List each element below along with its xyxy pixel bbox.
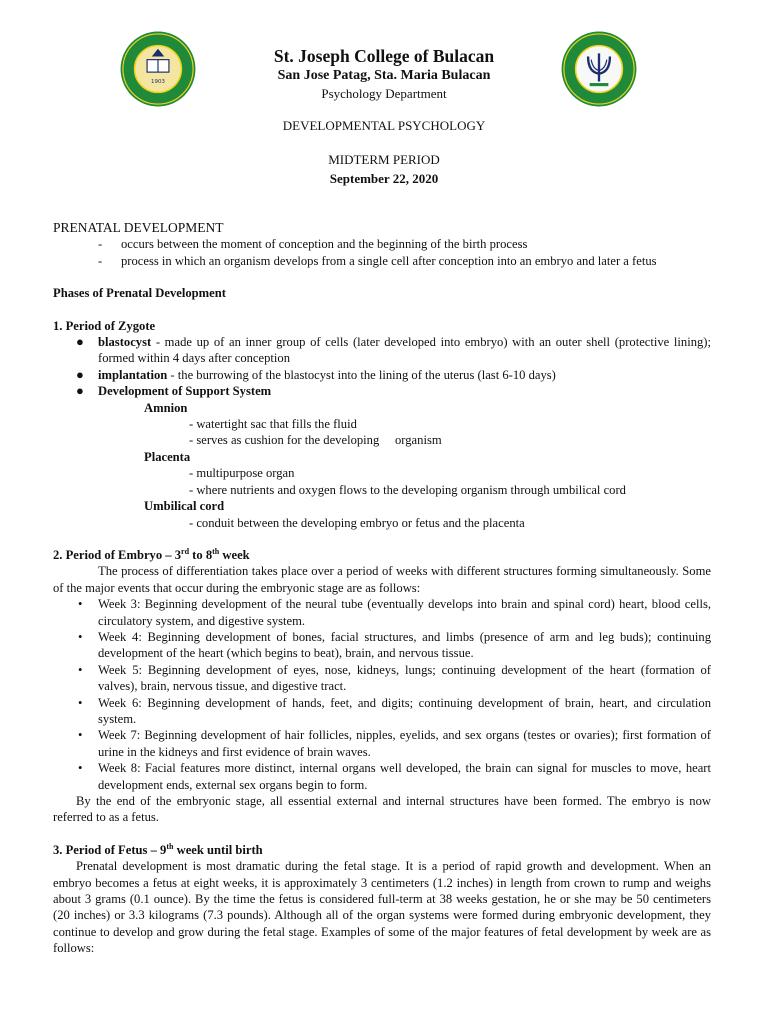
list-item: • Week 5: Beginning development of eyes, nose, kidneys, lungs; continuing development of the heart (formation of valves), brain, nervous tissue, and digestive tract.: [78, 662, 711, 694]
prenatal-heading: PRENATAL DEVELOPMENT: [53, 220, 224, 235]
amnion-desc: - watertight sac that fills the fluid: [189, 417, 357, 432]
cord-label: Umbilical cord: [144, 499, 225, 514]
list-item: ● Development of Support System: [76, 383, 272, 399]
embryo-closing: By the end of the embryonic stage, all essential external and internal structures have been formed. The embryo is now referred to as a fetus.: [53, 794, 711, 825]
seal-year: 1903: [151, 79, 165, 86]
subject-title: DEVELOPMENTAL PSYCHOLOGY: [282, 118, 486, 133]
period-title: MIDTERM PERIOD: [328, 152, 440, 167]
list-item: ● blastocyst - made up of an inner group of cells (later developed into embryo) with an outer shell (protective lining); formed within 4 days after conception: [76, 334, 711, 366]
zygote-heading: 1. Period of Zygote: [53, 318, 156, 333]
amnion-label: Amnion: [144, 400, 188, 415]
fetus-text: Prenatal development is most dramatic during the fetal stage. It is a period of rapid growth and development. When an embryo becomes a fetus at eight weeks, it is approximately 3 centimeters (1.2 inches) in length from crown to rump and weighs about 3 grams (0.1 ounce). By the time the fetus is considered full-term at 38 weeks gestation, he or she may be 50 centimeters (20 inches) or 3.3 kilograms (7.3 pounds). Although all of the organ systems were formed during embryonic development, they continue to develop and grow during the fetal stage. Examples of some of the major features of fetal development by week are as follows:: [53, 859, 711, 956]
school-address: San Jose Patag, Sta. Maria Bulacan: [277, 68, 491, 83]
amnion-desc: - serves as cushion for the developing organism: [189, 433, 442, 448]
phases-heading: Phases of Prenatal Development: [53, 286, 226, 301]
placenta-desc: - where nutrients and oxygen flows to the developing organism through umbilical cord: [189, 482, 626, 497]
embryo-heading: 2. Period of Embryo – 3rd to 8th week: [53, 546, 250, 562]
list-item: • Week 8: Facial features more distinct, internal organs well developed, the brain can signal for muscles to move, heart development ends, external sex organs begin to form.: [78, 761, 711, 792]
list-item: • Week 3: Beginning development of the neural tube (eventually develops into brain and spinal cord) heart, blood cells, circulatory system, and digestive system.: [78, 597, 711, 628]
document-body: [53, 220, 711, 957]
cord-desc: - conduit between the developing embryo or fetus and the placenta: [189, 515, 525, 530]
list-item: • Week 4: Beginning development of bones, facial structures, and limbs (presence of arm and leg buds); continuing development of the heart (which begins to beat), brain, and nervous tissue.: [78, 629, 711, 661]
prenatal-point: - process in which an organism develops from a single cell after conception into an embryo and later a fetus: [98, 253, 657, 268]
prenatal-point: - occurs between the moment of conception and the beginning of the birth process: [98, 237, 528, 252]
list-item: • Week 7: Beginning development of hair follicles, nipples, eyelids, and sex organs (testes or ovaries); first formation of urine in the kidneys and first evidence of brain waves.: [78, 728, 711, 759]
school-name: St. Joseph College of Bulacan: [273, 46, 495, 66]
department: Psychology Department: [321, 86, 447, 101]
list-item: ● implantation - the burrowing of the blastocyst into the lining of the uterus (last 6-10 days): [76, 366, 556, 382]
fetus-heading: 3. Period of Fetus – 9th week until birth: [53, 841, 263, 857]
embryo-intro: The process of differentiation takes place over a period of weeks with different structures forming simultaneously. Some of the major events that occur during the embryonic stage are as follows:: [53, 564, 711, 595]
document-date: September 22, 2020: [329, 171, 439, 186]
placenta-label: Placenta: [144, 449, 191, 464]
list-item: • Week 6: Beginning development of hands, feet, and digits; continuing development of brain, heart, and circulation system.: [78, 695, 711, 726]
placenta-desc: - multipurpose organ: [189, 466, 295, 481]
